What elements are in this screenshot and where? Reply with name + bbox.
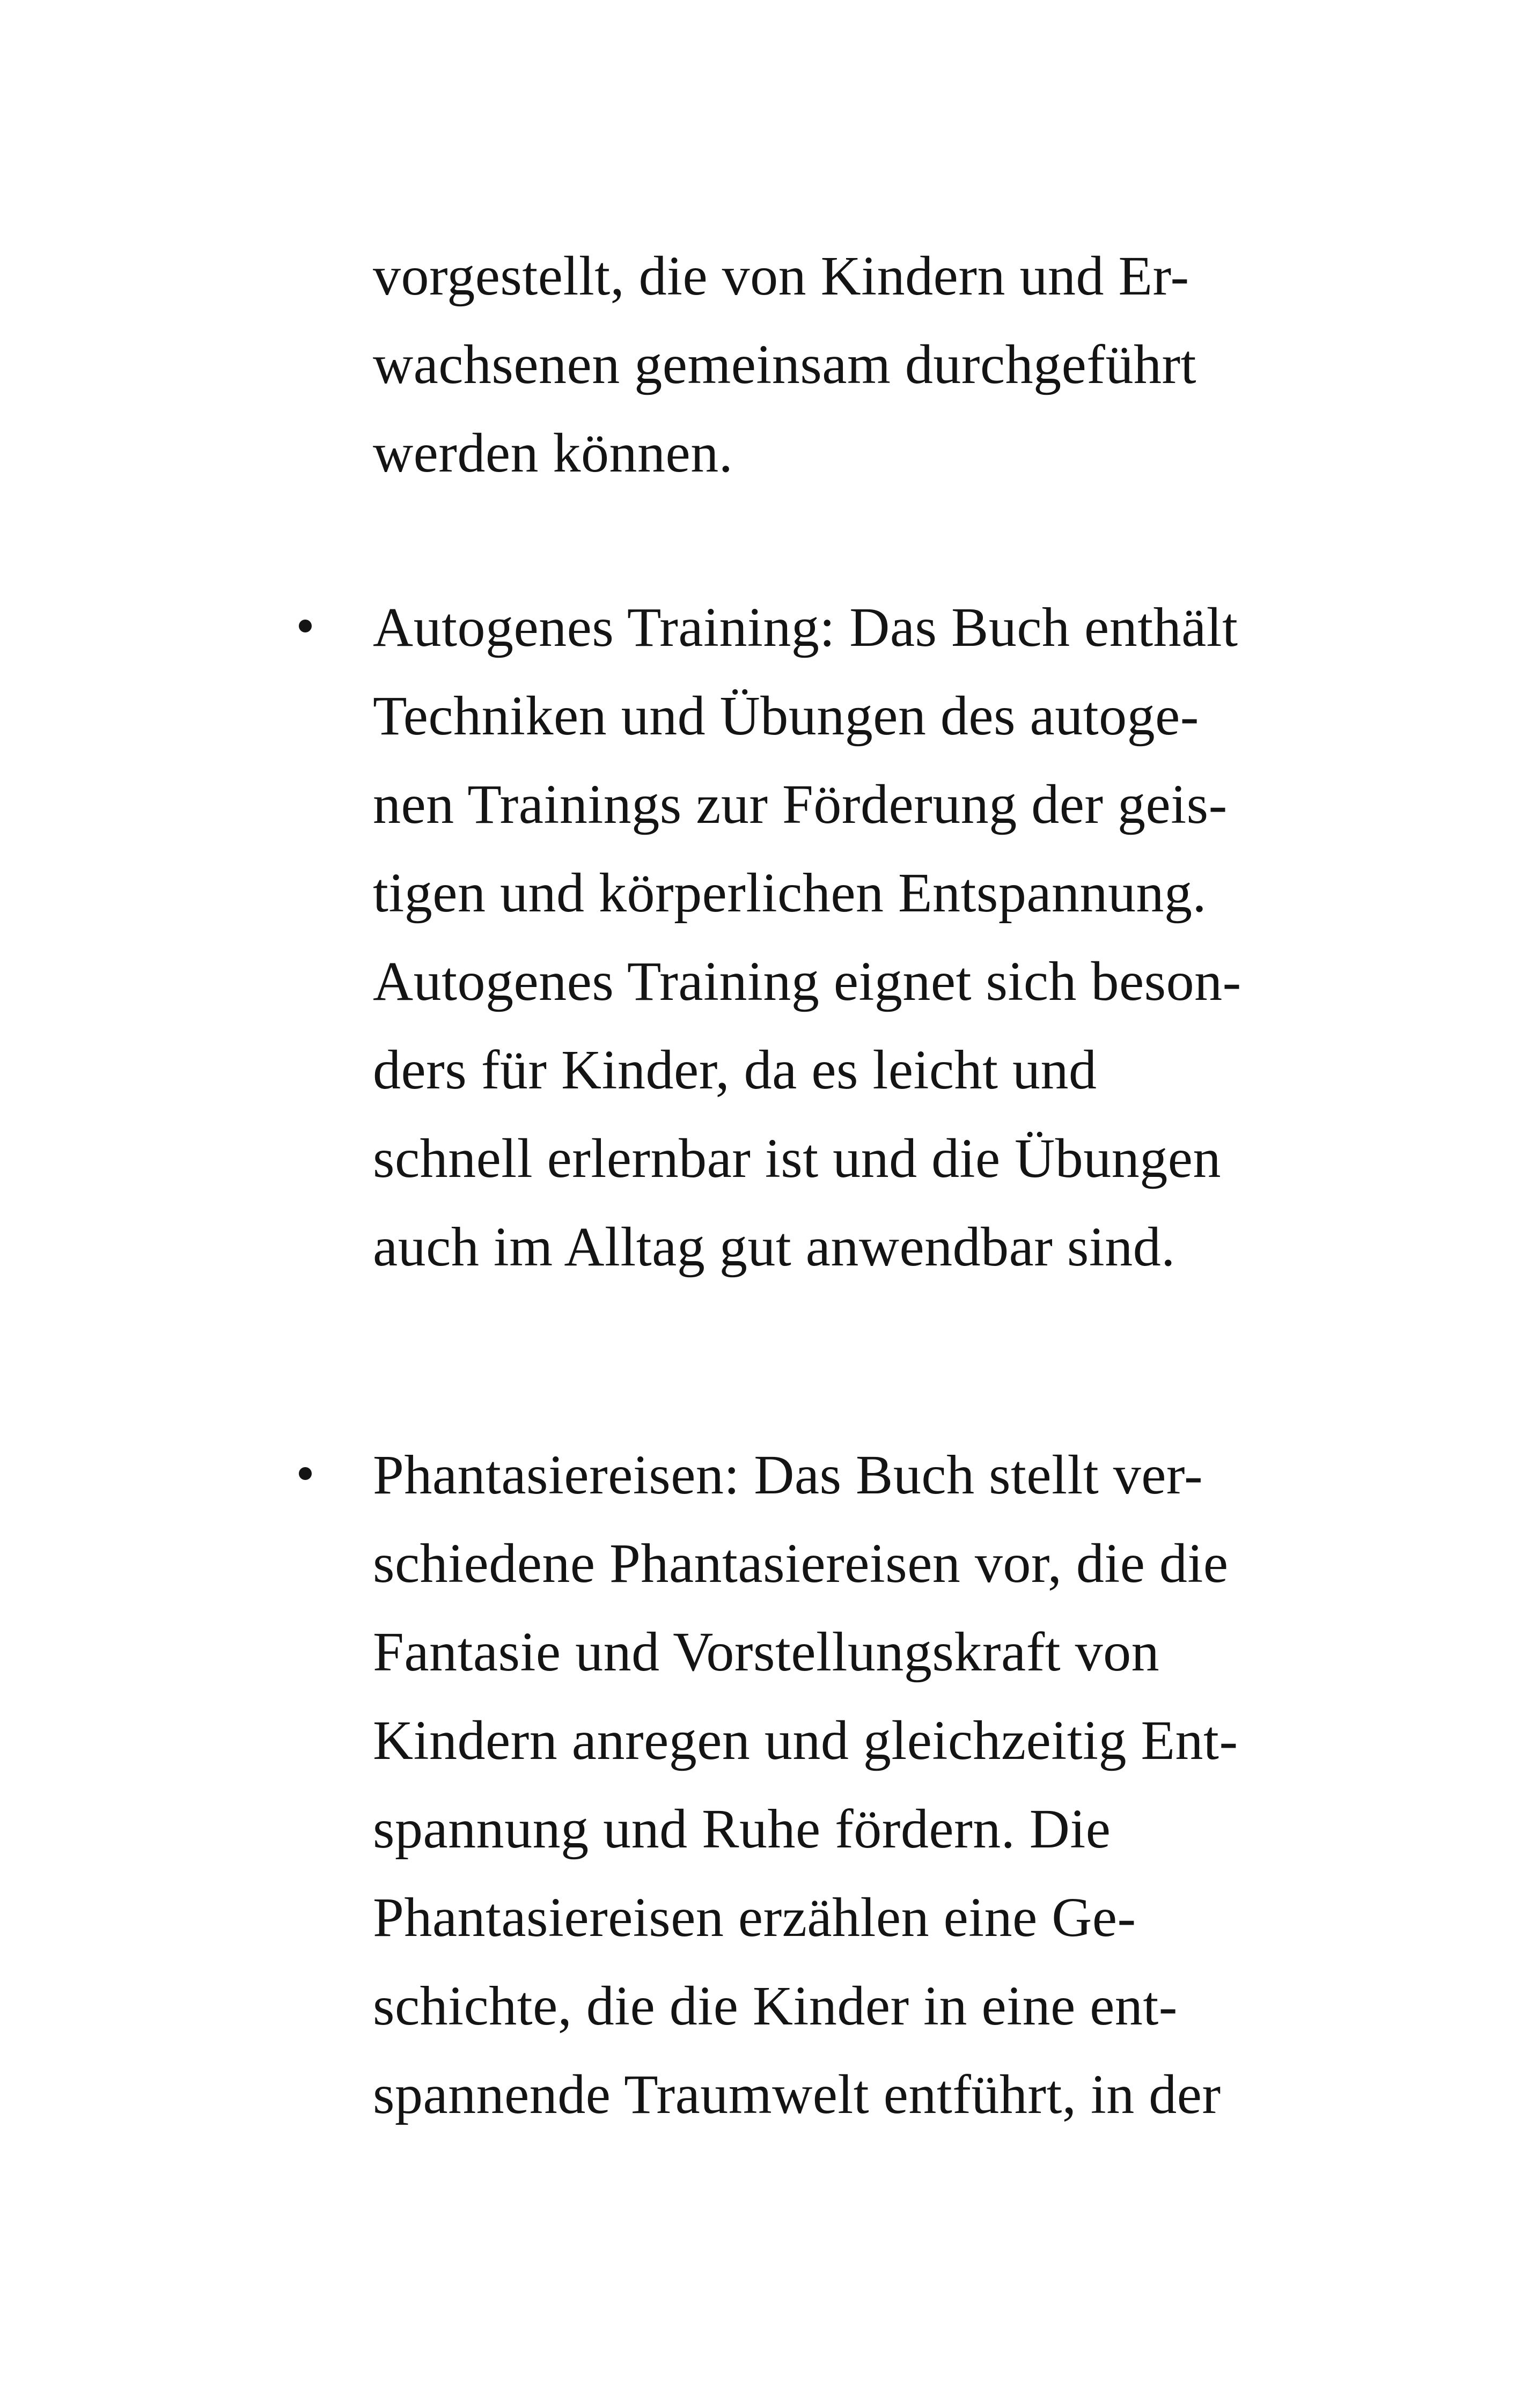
bullet-marker: [299, 620, 312, 632]
text-line: Autogenes Training: Das Buch enthält: [373, 597, 1238, 658]
text-line: spannende Traumwelt entführt, in der: [373, 2064, 1221, 2125]
text-line: Phantasiereisen erzählen eine Ge-: [373, 1887, 1136, 1948]
text-line: Phantasiereisen: Das Buch stellt ver-: [373, 1444, 1203, 1506]
text-line: vorgestellt, die von Kindern und Er-: [373, 245, 1189, 307]
text-line: Techniken und Übungen des autoge-: [373, 685, 1199, 747]
text-line: nen Trainings zur Förderung der geis-: [373, 774, 1228, 835]
text-line: tigen und körperlichen Entspannung.: [373, 862, 1207, 924]
text-line: schnell erlernbar ist und die Übungen: [373, 1128, 1221, 1189]
bullet-marker: [299, 1467, 312, 1480]
text-line: ders für Kinder, da es leicht und: [373, 1039, 1097, 1101]
text-line: schiedene Phantasiereisen vor, die die: [373, 1533, 1229, 1594]
text-line: werden können.: [373, 422, 733, 484]
text-line: spannung und Ruhe fördern. Die: [373, 1798, 1111, 1860]
text-line: Autogenes Training eignet sich beson-: [373, 951, 1241, 1012]
text-line: auch im Alltag gut anwendbar sind.: [373, 1216, 1175, 1278]
text-line: Kindern anregen und gleichzeitig Ent-: [373, 1710, 1238, 1771]
text-line: wachsenen gemeinsam durchgeführt: [373, 334, 1196, 395]
text-line: schichte, die die Kinder in eine ent-: [373, 1975, 1178, 2037]
text-line: Fantasie und Vorstellungskraft von: [373, 1621, 1160, 1683]
